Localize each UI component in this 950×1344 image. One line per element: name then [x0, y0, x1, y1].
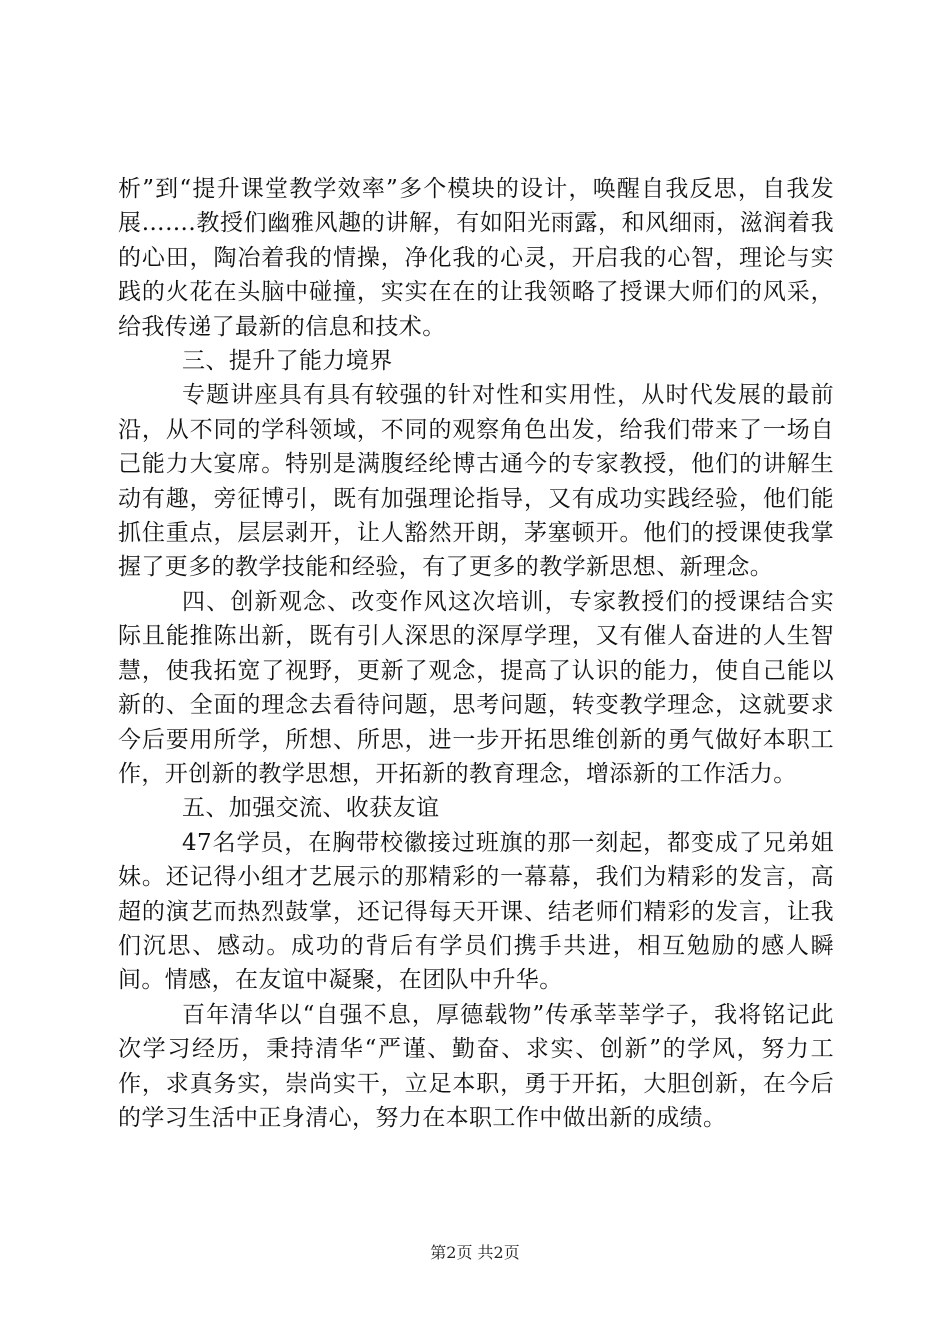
document-body [118, 172, 834, 1135]
section-heading-3: 三、提升了能力境界 [182, 348, 393, 375]
paragraph-section-3: 专题讲座具有具有较强的针对性和实用性，从时代发展的最前沿，从不同的学科领域，不同的观察角色出发，给我们带来了一场自己能力大宴席。特别是满腹经纶博古通今的专家教授，他们的讲解生动有趣，旁征博引，既有加强理论指导，又有成功实践经验，他们能抓住重点，层层剥开，让人豁然开朗，茅塞顿开。他们的授课使我掌握了更多的教学技能和经验，有了更多的教学新思想、新理念。 [118, 382, 834, 581]
paragraph-continuation: 析”到“提升课堂教学效率”多个模块的设计，唤醒自我反思，自我发展…….教授们幽雅风趣的讲解，有如阳光雨露，和风细雨，滋润着我的心田，陶冶着我的情操，净化我的心灵，开启我的心智，理论与实践的火花在头脑中碰撞，实实在在的让我领略了授课大师们的风采，给我传递了最新的信息和技术。 [118, 176, 834, 340]
paragraph-closing: 百年清华以“自强不息，厚德载物”传承莘莘学子，我将铭记此次学习经历，秉持清华“严谨、勤奋、求实、创新”的学风，努力工作，求真务实，崇尚实干，立足本职，勇于开拓，大胆创新，在今后的学习生活中正身清心，努力在本职工作中做出新的成绩。 [118, 1001, 834, 1131]
paragraph-section-4: 四、创新观念、改变作风这次培训，专家教授们的授课结合实际且能推陈出新，既有引人深思的深厚学理，又有催人奋进的人生智慧，使我拓宽了视野，更新了观念，提高了认识的能力，使自己能以新的、全面的理念去看待问题，思考问题，转变教学理念，这就要求今后要用所学，所想、所思，进一步开拓思维创新的勇气做好本职工作，开创新的教学思想，开拓新的教育理念，增添新的工作活力。 [118, 588, 834, 787]
paragraph-section-5: 47名学员，在胸带校徽接过班旗的那一刻起，都变成了兄弟姐妹。还记得小组才艺展示的那精彩的一幕幕，我们为精彩的发言，高超的演艺而热烈鼓掌，还记得每天开课、结老师们精彩的发言，让我们沉思、感动。成功的背后有学员们携手共进，相互勉励的感人瞬间。情感，在友谊中凝聚，在团队中升华。 [118, 829, 834, 994]
section-heading-5: 五、加强交流、收获友谊 [182, 795, 440, 822]
page-number-footer: 第2页 共2页 [430, 1243, 520, 1262]
